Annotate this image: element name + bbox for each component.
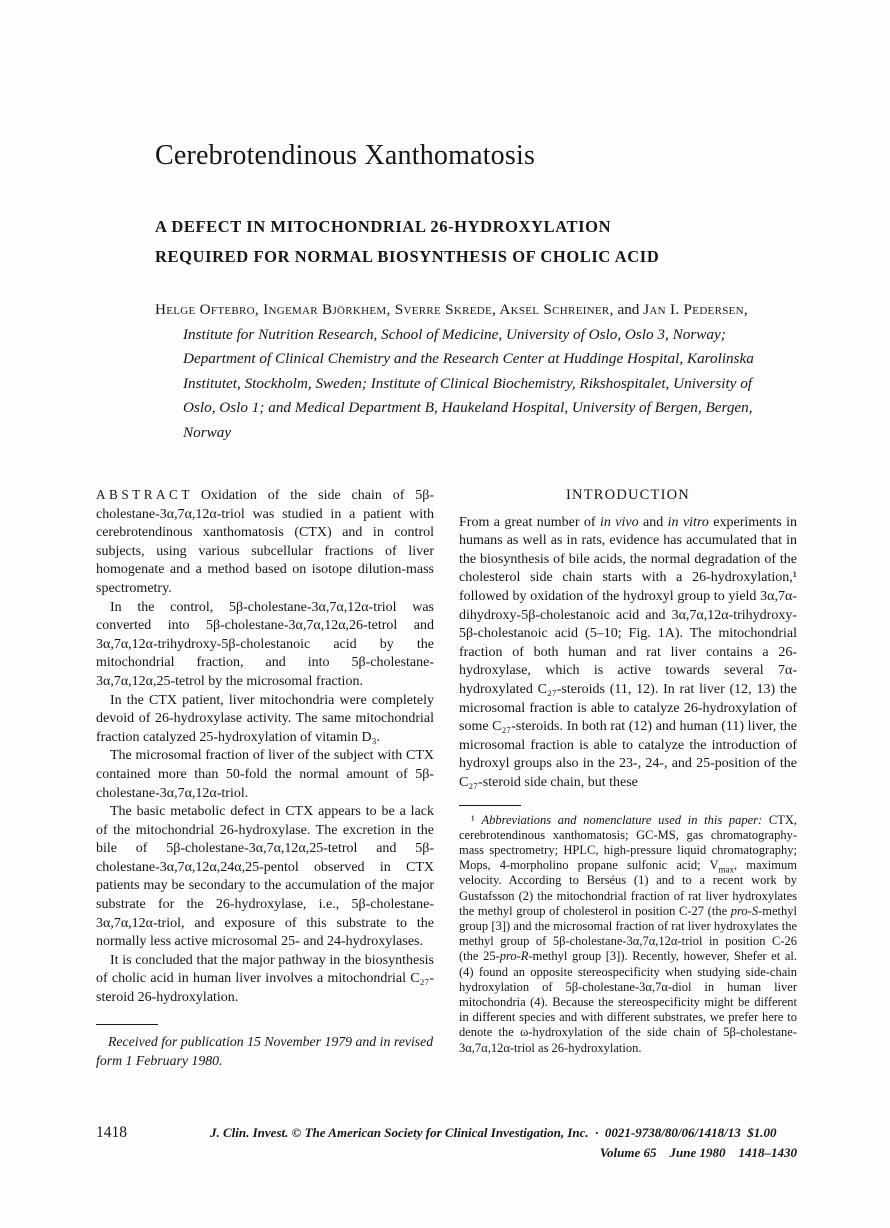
right-column: [459, 486, 797, 1056]
abstract-paragraph-5: The basic metabolic defect in CTX appears to be a lack of the mitochondrial 26-hydroxylase. The excretion in the bile of 5β-cholestane-3α,7α,12α,25-tetrol and 5β-cholestane-3α,7α,12α,24α,25-pentol observed in CTX patients may be secondary to the accumulation of the major substrate for the 26-hydroxylase, i.e., 5β-cholestane-3α,7α,12α-triol, and exposure of this substrate to the normally less active microsomal 25- and 24-hydroxylases.: [96, 804, 434, 950]
footnote-seg: , maximum velocity. According to Berséus (1) and to a recent work by Gustafsson (2) the mitochondrial fraction of rat liver hydroxylates the methyl group of cholesterol in position C-27 (the: [459, 858, 797, 918]
footnote-separator-rule: [459, 805, 521, 806]
affiliation-text: Institute for Nutrition Research, School of Medicine, University of Oslo, Oslo 3, Norway; Department of Clinical Chemistry and the Research Center at Huddinge Hospital, Karolinska Institutet, Stockholm, Sweden; Institute of Clinical Biochemistry, Rikshospitalet, University of Oslo, Oslo 1; and Medical Department B, Haukeland Hospital, University of Bergen, Bergen, Norway: [183, 325, 754, 441]
subtitle-line-2: REQUIRED FOR NORMAL BIOSYNTHESIS OF CHOLIC ACID: [155, 247, 660, 266]
footnote-seg-italic: pro-S: [730, 903, 759, 918]
abstract-paragraph-1-text: Oxidation of the side chain of 5β-cholestane-3α,7α,12α-triol was studied in a patient with cerebrotendinous xanthomatosis (CTX) and in control subjects, using various subcellular fractions of liver homogenate and a method based on isotope dilution-mass spectrometry.: [96, 488, 434, 596]
author-last-name: Jan I. Pedersen,: [643, 301, 748, 318]
footnote-seg: CTX, cerebrotendinous xanthomatosis; GC-MS, gas chromatography-mass spectrometry; HPLC, high-pressure liquid chromatography; Mops, 4-morpholino propane sulfonic acid; V: [459, 812, 798, 873]
author-and: and: [617, 301, 644, 318]
received-note: Received for publication 15 November 1979 and in revised form 1 February 1980.: [96, 1033, 434, 1068]
abstract-paragraph-3: In the CTX patient, liver mitochondria were completely devoid of 26-hydroxylase activity. The same mitochondrial fraction catalyzed 25-hydroxylation of vitamin D₃.: [96, 692, 434, 745]
author-names: Helge Oftebro, Ingemar Björkhem, Sverre Skrede, Aksel Schreiner,: [155, 301, 614, 318]
footnote-seg-italic: Abbreviations and nomenclature used in this paper:: [481, 812, 763, 827]
abstract-label: ABSTRACT: [96, 487, 193, 502]
footnote-seg: -methyl group [3]) and the microsomal fraction of rat liver hydroxylates the methyl group of 5β-cholestane-3α,7α,12α-triol in position C-26 (the 25-: [459, 903, 797, 964]
paper-title: Cerebrotendinous Xanthomatosis: [155, 140, 536, 171]
introduction-paragraph: [459, 514, 797, 793]
footnote-subscript: max: [718, 864, 735, 875]
paper-subtitle: [155, 212, 659, 272]
abstract-paragraph-1: [96, 486, 434, 599]
abstract-paragraph-6: It is concluded that the major pathway in the biosynthesis of cholic acid in human liver involves a mitochondrial C₂₇-steroid 26-hydroxylation.: [96, 952, 434, 1006]
intro-seg-italic: in vitro: [667, 514, 709, 530]
abstract-paragraph-4: The microsomal fraction of liver of the subject with CTX contained more than 50-fold the normal amount of 5β-cholestane-3α,7α,12α-triol.: [96, 748, 434, 801]
page-number: 1418: [96, 1124, 127, 1141]
footnote-separator-rule: [96, 1024, 158, 1025]
introduction-heading: INTRODUCTION: [566, 487, 690, 503]
intro-seg: experiments in humans as well as in rats, evidence has accumulated that in the biosynthesis of bile acids, the normal degradation of the cholesterol side chain starts with a 26-hydroxylation,¹ followed by oxidation of the hydroxyl group to yield 3α,7α-dihydroxy-5β-cholestanoic acid and 3α,7α,12α-trihydroxy-5β-cholestanoic acid (5–10; Fig. 1A). The mitochondrial fraction of both human and rat liver contains a 26-hydroxylase, which is active towards several 7α-hydroxylated C₂₇-steroids (11, 12). In rat liver (12, 13) the microsomal fraction is able to catalyze 26-hydroxylation of some C₂₇-steroids. In both rat (12) and human (11) liver, the microsomal fraction is able to catalyze the introduction of hydroxyl groups also in the 23-, 24-, and 25-position of the C₂₇-steroid side chain, but these: [459, 514, 797, 790]
footer-row-1: [96, 1124, 797, 1142]
footnote-seg: -methyl group [3]). Recently, however, Shefer et al. (4) found an opposite stereospecificity when studying side-chain hydroxylation of 5β-cholestane-3α,7α-diol in human liver mitochondria (4). Because the stereospecificity might be different in different species and with different substrates, we prefer here to denote the ω-hydroxylation of the side chain of 5β-cholestane-3α,7α,12α-triol as 26-hydroxylation.: [459, 949, 797, 1055]
footnote-1: [459, 813, 797, 1056]
page-footer: [96, 1124, 797, 1161]
abstract-paragraph-2: In the control, 5β-cholestane-3α,7α,12α-triol was converted into 5β-cholestane-3α,7α,12α,26-tetrol and 3α,7α,12α-trihydroxy-5β-cholestanoic acid by the mitochondrial fraction, and into 5β-cholestane-3α,7α,12α,25-tetrol by the microsomal fraction.: [96, 599, 434, 689]
left-column: [96, 486, 434, 1070]
volume-line: Volume 65 June 1980 1418–1430: [599, 1145, 797, 1160]
intro-seg-italic: in vivo: [600, 514, 639, 530]
intro-seg: From a great number of: [459, 514, 600, 530]
subtitle-line-1: A DEFECT IN MITOCHONDRIAL 26-HYDROXYLATION: [155, 217, 612, 236]
footnote-seg-italic: pro-R: [499, 949, 529, 964]
journal-citation-line: J. Clin. Invest. © The American Society for Clinical Investigation, Inc. · 0021-9738/80/06/1418/13 $1.00: [210, 1125, 777, 1140]
author-affiliation-block: [155, 298, 767, 446]
intro-seg: and: [638, 514, 668, 530]
footnote-marker: ¹: [471, 812, 482, 827]
